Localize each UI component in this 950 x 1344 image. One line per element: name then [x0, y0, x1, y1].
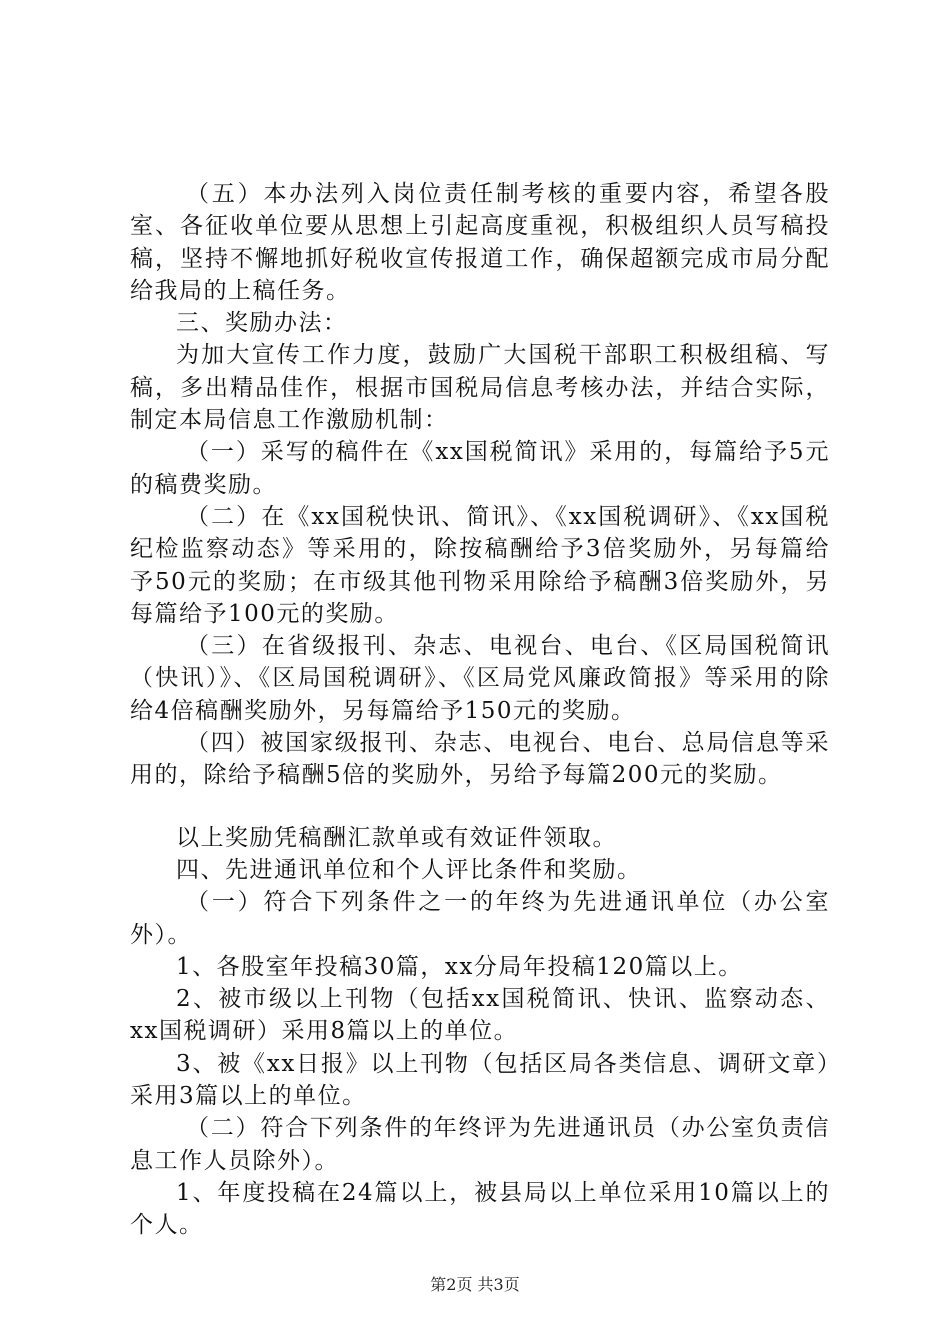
section-heading-evaluation: 四、先进通讯单位和个人评比条件和奖励。 [176, 856, 642, 883]
paragraph-unit-criterion-2: 2、被市级以上刊物（包括xx国税简讯、快讯、监察动态、xx国税调研）采用8篇以上的单位。 [130, 986, 830, 1045]
paragraph-rewards-intro: 为加大宣传工作力度，鼓励广大国税干部职工积极组稿、写稿，多出精品佳作，根据市国税局信息考核办法，并结合实际，制定本局信息工作激励机制： [130, 342, 830, 434]
paragraph-item-5: （五）本办法列入岗位责任制考核的重要内容，希望各股室、各征收单位要从思想上引起高度重视，积极组织人员写稿投稿，坚持不懈地抓好税收宣传报道工作，确保超额完成市局分配给我局的上稿任务。 [130, 181, 830, 304]
paragraph-unit-criterion-1: 1、各股室年投稿30篇，xx分局年投稿120篇以上。 [176, 953, 743, 980]
paragraph-reward-3: （三）在省级报刊、杂志、电视台、电台、《区局国税简讯（快讯）》、《区局国税调研》、《区局党风廉政简报》等采用的除给4倍稿酬奖励外，另每篇给予150元的奖励。 [130, 633, 830, 724]
page-footer: 第2页 共3页 [430, 1275, 520, 1294]
paragraph-reward-2: （二）在《xx国税快讯、简讯》、《xx国税调研》、《xx国税纪检监察动态》等采用的，除按稿酬给予3倍奖励外，另每篇给予50元的奖励；在市级其他刊物采用除给予稿酬3倍奖励外，另每篇给予100元的奖励。 [130, 503, 830, 627]
paragraph-individual-criterion-1: 1、年度投稿在24篇以上，被县局以上单位采用10篇以上的个人。 [130, 1179, 830, 1239]
paragraph-reward-1: （一）采写的稿件在《xx国税简讯》采用的，每篇给予5元的稿费奖励。 [130, 439, 830, 498]
document-body [130, 178, 830, 1242]
paragraph-reward-claim: 以上奖励凭稿酬汇款单或有效证件领取。 [176, 824, 617, 851]
paragraph-reward-4: （四）被国家级报刊、杂志、电视台、电台、总局信息等采用的，除给予稿酬5倍的奖励外，另给予每篇200元的奖励。 [130, 730, 830, 789]
paragraph-unit-criterion-3: 3、被《xx日报》以上刊物（包括区局各类信息、调研文章）采用3篇以上的单位。 [130, 1050, 830, 1110]
paragraph-unit-criteria: （一）符合下列条件之一的年终为先进通讯单位（办公室外）。 [130, 889, 830, 948]
section-heading-rewards: 三、奖励办法： [176, 310, 348, 337]
paragraph-individual-criteria: （二）符合下列条件的年终评为先进通讯员（办公室负责信息工作人员除外）。 [130, 1115, 830, 1174]
